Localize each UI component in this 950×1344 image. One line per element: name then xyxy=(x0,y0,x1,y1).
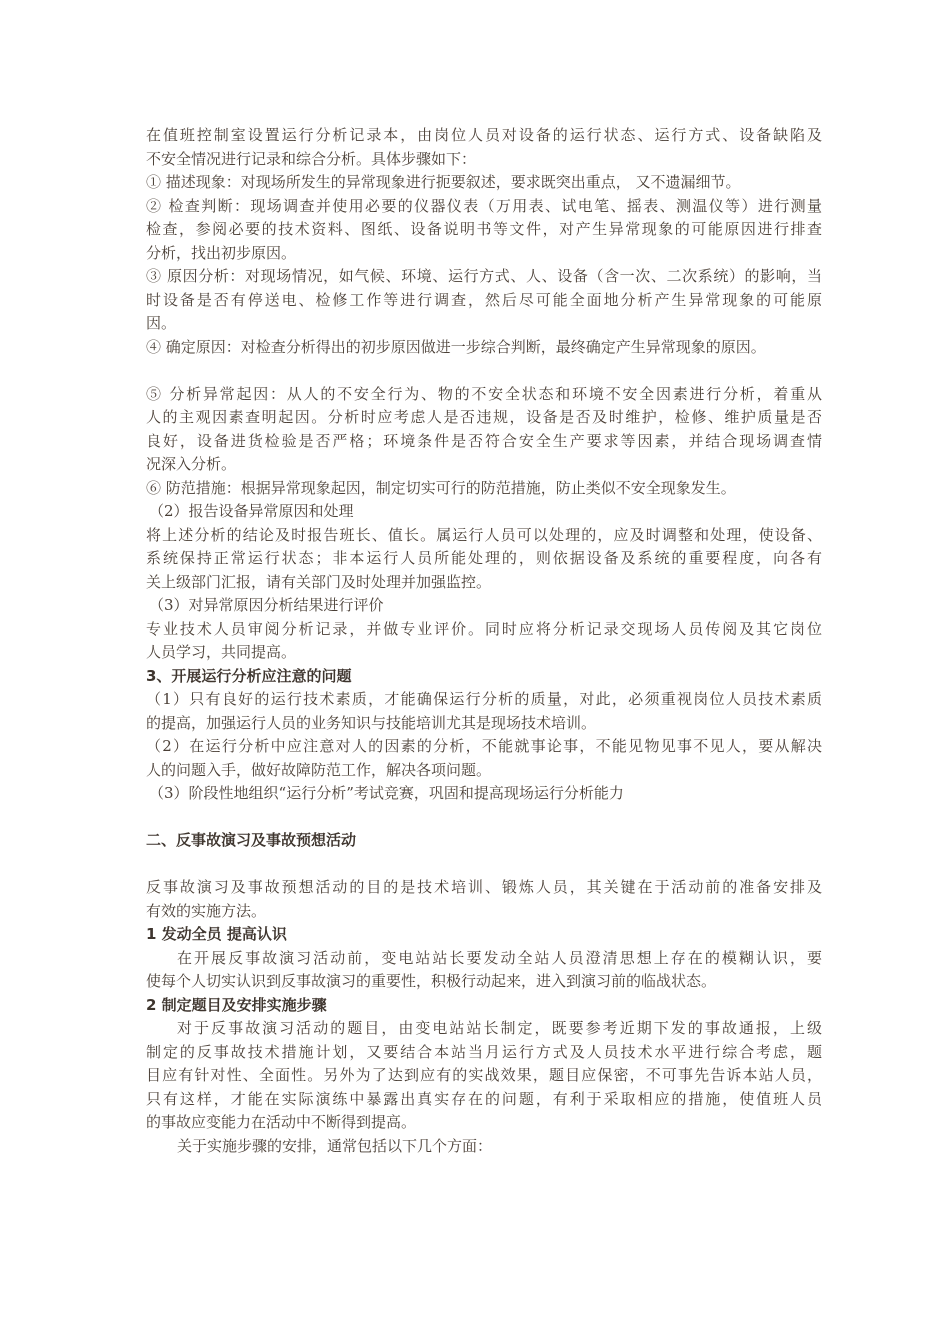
paragraph-line: 目应有针对性、全面性。另外为了达到应有的实战效果，题目应保密，不可事先告诉本站人员， xyxy=(146,1066,822,1084)
paragraph-line: 检查，参阅必要的技术资料、图纸、设备说明书等文件，对产生异常现象的可能原因进行排查 xyxy=(146,220,822,238)
subheading-evaluate: （3）对异常原因分析结果进行评价 xyxy=(149,596,384,614)
paragraph-line: 分析，找出初步原因。 xyxy=(146,243,297,262)
step-1-line: ① 描述现象：对现场所发生的异常现象进行扼要叙述，要求既突出重点， 又不遗漏细节。 xyxy=(146,173,741,191)
paragraph-line: 有效的实施方法。 xyxy=(146,901,267,920)
paragraph-line: 不安全情况进行记录和综合分析。具体步骤如下： xyxy=(146,149,477,168)
paragraph-line: 的提高，加强运行人员的业务知识与技能培训尤其是现场技术培训。 xyxy=(146,713,597,732)
paragraph-line: 人的问题入手，做好故障防范工作，解决各项问题。 xyxy=(146,760,492,779)
section-heading-2: 2 制定题目及安排实施步骤 xyxy=(146,995,327,1014)
section-heading-1: 1 发动全员 提高认识 xyxy=(146,925,287,943)
subheading-report: （2）报告设备异常原因和处理 xyxy=(149,502,354,520)
step-4-line: ④ 确定原因：对检查分析得出的初步原因做进一步综合判断，最终确定产生异常现象的原因。 xyxy=(146,337,766,356)
paragraph-line: 关于实施步骤的安排，通常包括以下几个方面： xyxy=(177,1136,493,1155)
paragraph-line: 制定的反事故技术措施计划，又要结合本站当月运行方式及人员技术水平进行综合考虑，题 xyxy=(146,1042,822,1061)
paragraph-line: 使每个人切实认识到反事故演习的重要性，积极行动起来，进入到演习前的临战状态。 xyxy=(146,972,717,990)
paragraph-line: 关上级部门汇报，请有关部门及时处理并加强监控。 xyxy=(146,572,492,591)
paragraph-line: 时设备是否有停送电、检修工作等进行调查，然后尽可能全面地分析产生异常现象的可能原 xyxy=(146,290,822,309)
paragraph-line: 对于反事故演习活动的题目，由变电站站长制定，既要参考近期下发的事故通报，上级 xyxy=(177,1019,822,1037)
paragraph-line: （3）阶段性地组织“运行分析”考试竞赛，巩固和提高现场运行分析能力 xyxy=(149,784,624,802)
paragraph-line: 的事故应变能力在活动中不断得到提高。 xyxy=(146,1113,417,1131)
paragraph-line: 在开展反事故演习活动前，变电站站长要发动全站人员澄清思想上存在的模糊认识，要 xyxy=(177,948,822,967)
paragraph-line: 将上述分析的结论及时报告班长、值长。属运行人员可以处理的，应及时调整和处理，使设备、 xyxy=(146,525,822,544)
paragraph-line: 人员学习，共同提高。 xyxy=(146,643,297,661)
paragraph-line: 反事故演习及事故预想活动的目的是技术培训、锻炼人员，其关键在于活动前的准备安排及 xyxy=(146,878,822,896)
paragraph-line: 在值班控制室设置运行分析记录本，由岗位人员对设备的运行状态、运行方式、设备缺陷及 xyxy=(146,126,822,144)
paragraph-line: 专业技术人员审阅分析记录，并做专业评价。同时应将分析记录交现场人员传阅及其它岗位 xyxy=(146,619,822,638)
document-body xyxy=(146,124,822,1158)
paragraph-line: 人的主观因素查明起因。分析时应考虑人是否违规，设备是否及时维护，检修、维护质量是否 xyxy=(146,408,822,426)
spacer xyxy=(146,806,822,830)
step-6-line: ⑥ 防范措施：根据异常现象起因，制定切实可行的防范措施，防止类似不安全现象发生。 xyxy=(146,478,736,497)
paragraph-line: （1）只有良好的运行技术素质，才能确保运行分析的质量，对此，必须重视岗位人员技术素质 xyxy=(146,690,822,708)
chapter-heading-2: 二、反事故演习及事故预想活动 xyxy=(146,831,357,849)
spacer xyxy=(146,853,822,877)
paragraph-line: 况深入分析。 xyxy=(146,455,237,473)
paragraph-line: 系统保持正常运行状态；非本运行人员所能处理的，则依据设备及系统的重要程度，向各有 xyxy=(146,549,822,567)
step-5-line: ⑤ 分析异常起因：从人的不安全行为、物的不安全状态和环境不安全因素进行分析，着重从 xyxy=(146,384,822,403)
paragraph-line: 只有这样，才能在实际演练中暴露出真实存在的问题，有利于采取相应的措施，使值班人员 xyxy=(146,1089,822,1108)
step-3-line: ③ 原因分析：对现场情况，如气候、环境、运行方式、人、设备（含一次、二次系统）的影响，当 xyxy=(146,267,822,285)
paragraph-line: （2）在运行分析中应注意对人的因素的分析，不能就事论事，不能见物见事不见人，要从解决 xyxy=(146,737,822,755)
step-2-line: ② 检查判断：现场调查并使用必要的仪器仪表（万用表、试电笔、摇表、测温仪等）进行测量 xyxy=(146,196,822,215)
section-heading-3: 3、开展运行分析应注意的问题 xyxy=(146,666,352,685)
paragraph-line: 因。 xyxy=(146,314,177,332)
spacer xyxy=(146,359,822,383)
paragraph-line: 良好，设备进货检验是否严格；环境条件是否符合安全生产要求等因素，并结合现场调查情 xyxy=(146,431,822,450)
